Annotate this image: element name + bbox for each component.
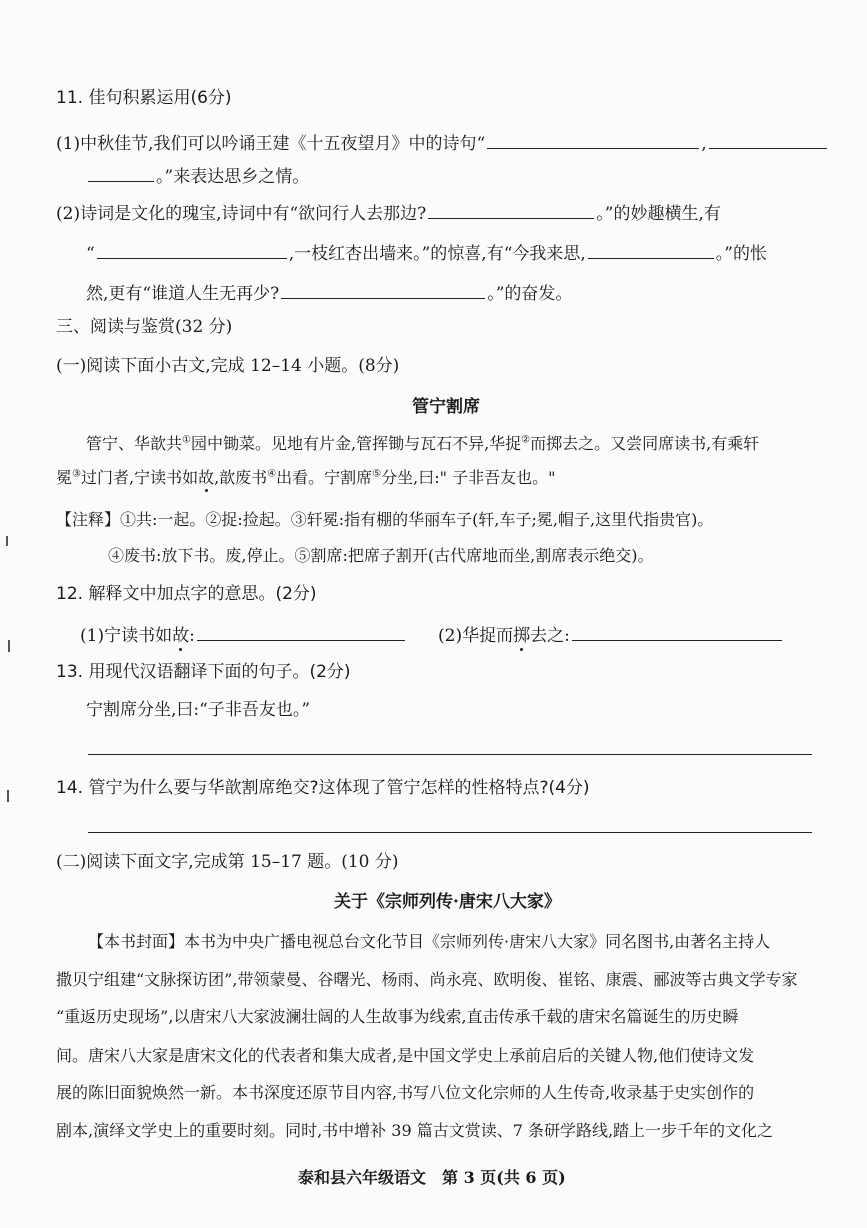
q11-part2-text-e: 。”的怅 [715,244,767,264]
q11-blank-7[interactable] [281,280,485,299]
part2-intro: (二)阅读下面文字,完成第 15–17 题。(10 分) [56,852,399,872]
footnote-mark-2: ② [521,434,531,446]
q11-part2-line2 [86,240,767,266]
part1-intro: (一)阅读下面小古文,完成 12–14 小题。(8分) [56,356,400,376]
q13-sentence: 宁割席分坐,曰:“子非吾友也。” [86,700,311,720]
q12-item1-text: (1)宁读书如 [80,626,173,646]
q11-blank-4[interactable] [428,200,594,219]
q11-blank-3[interactable] [88,163,154,182]
q11-part2-text-b: 。”的妙趣横生,有 [596,204,721,224]
annotation-line2: ④废书:放下书。废,停止。⑤割席:把席子割开(古代席地而坐,割席表示绝交)。 [108,546,654,565]
passage1-line1 [86,432,759,456]
q11-heading: 11. 佳句积累运用(6分) [56,88,232,108]
q14-heading: 14. 管宁为什么要与华歆割席绝交?这体现了管宁怎样的性格特点?(4分) [56,778,590,798]
passage2-line4: 间。唐宋八大家是唐宋文化的代表者和集大成者,是中国文学史上承前启后的关键人物,他们使诗文发 [56,1046,755,1065]
q11-part2-text-g: 。”的奋发。 [487,284,573,304]
q11-part1-text: (1)中秋佳节,我们可以吟诵王建《十五夜望月》中的诗句“ [56,134,486,154]
q11-part2-quote: “ [86,244,95,264]
passage1-text-1: 管宁、华歆共 [86,434,183,453]
q11-part2-text-d: ,一枝红杏出墙来。”的惊喜,有“今我来思, [288,244,586,264]
passage2-line3: “重返历史现场”,以唐宋八大家波澜壮阔的人生故事为线索,直击传承千载的唐宋名篇诞生的历史瞬 [56,1007,739,1026]
passage1-line2 [56,466,555,490]
scan-mark [6,536,8,546]
q11-part1-line1 [56,130,829,156]
q13-heading: 13. 用现代汉语翻译下面的句子。(2分) [56,662,351,682]
q11-blank-6[interactable] [588,240,714,259]
scan-mark [7,790,9,802]
passage1-text-8: 分坐,曰:" 子非吾友也。" [381,468,556,487]
footnote-mark-3: ③ [72,468,81,480]
q12-item2 [438,622,784,648]
section-3-heading: 三、阅读与鉴赏(32 分) [56,317,233,337]
passage1-text-5: 过门者,宁读书如 [80,468,199,487]
passage1-text-4: 冕 [56,468,73,487]
footnote-mark-4: ④ [267,468,277,480]
q12-dotted-gu: 故 [172,626,190,646]
passage1-text-6: ,歆废书 [214,468,268,487]
q14-answer-line[interactable] [88,832,812,833]
q11-blank-2[interactable] [709,130,827,149]
q12-heading: 12. 解释文中加点字的意思。(2分) [56,584,317,604]
q11-part2-line1 [56,200,721,226]
q11-part2-text: (2)诗词是文化的瑰宝,诗词中有“欲问行人去那边? [56,204,427,224]
footnote-mark-5: ⑤ [372,468,382,480]
passage2-title: 关于《宗师列传·唐宋八大家》 [334,892,561,912]
q12-blank-1[interactable] [197,622,405,641]
q12-dotted-zhi: 掷 [513,626,531,646]
passage2-line1: 【本书封面】本书为中央广播电视总台文化节目《宗师列传·唐宋八大家》同名图书,由著名主持人 [88,932,771,951]
q12-item1 [80,622,407,648]
scan-mark [8,640,10,652]
q11-part2-text-f: 然,更有“谁道人生无再少? [86,284,280,304]
passage2-line2: 撒贝宁组建“文脉探访团”,带领蒙曼、谷曙光、杨雨、尚永亮、欧明俊、崔铭、康震、郦波等古典文学专家 [56,970,798,989]
annotation-line1: 【注释】①共:一起。②捉:捡起。③轩冕:指有棚的华丽车子(轩,车子;冕,帽子,这里代指贵官)。 [56,510,714,529]
q11-blank-1[interactable] [487,130,699,149]
q12-item2-text: (2)华捉而 [438,626,514,646]
q11-part1-line2 [86,163,309,189]
q11-part2-line3 [86,280,572,306]
passage2-line6: 剧本,演绎文学史上的重要时刻。同时,书中增补 39 篇古文赏读、7 条研学路线,踏上一步千年的文化之 [56,1121,774,1140]
passage1-title: 管宁割席 [412,397,480,417]
passage1-text-2: 园中锄菜。见地有片金,管挥锄与瓦石不异,华捉 [190,434,522,453]
dotted-char-gu: 故 [198,468,215,487]
q12-blank-2[interactable] [572,622,782,641]
q12-item2-rest: 去之: [530,626,570,646]
passage1-text-3: 而掷去之。又尝同席读书,有乘轩 [530,434,760,453]
passage2-line5: 展的陈旧面貌焕然一新。本书深度还原节目内容,书写八位文化宗师的人生传奇,收录基于史实创作的 [56,1083,755,1102]
q12-item1-colon: : [189,626,195,646]
q11-part1-comma: , [701,134,707,154]
passage1-text-7: 出看。宁割席 [276,468,373,487]
footnote-mark-1: ① [182,434,191,446]
q11-part1-end: 。”来表达思乡之情。 [156,167,310,187]
q11-blank-5[interactable] [97,240,287,259]
q13-answer-line[interactable] [88,754,812,755]
page-footer: 泰和县六年级语文 第 3 页(共 6 页) [298,1168,566,1187]
